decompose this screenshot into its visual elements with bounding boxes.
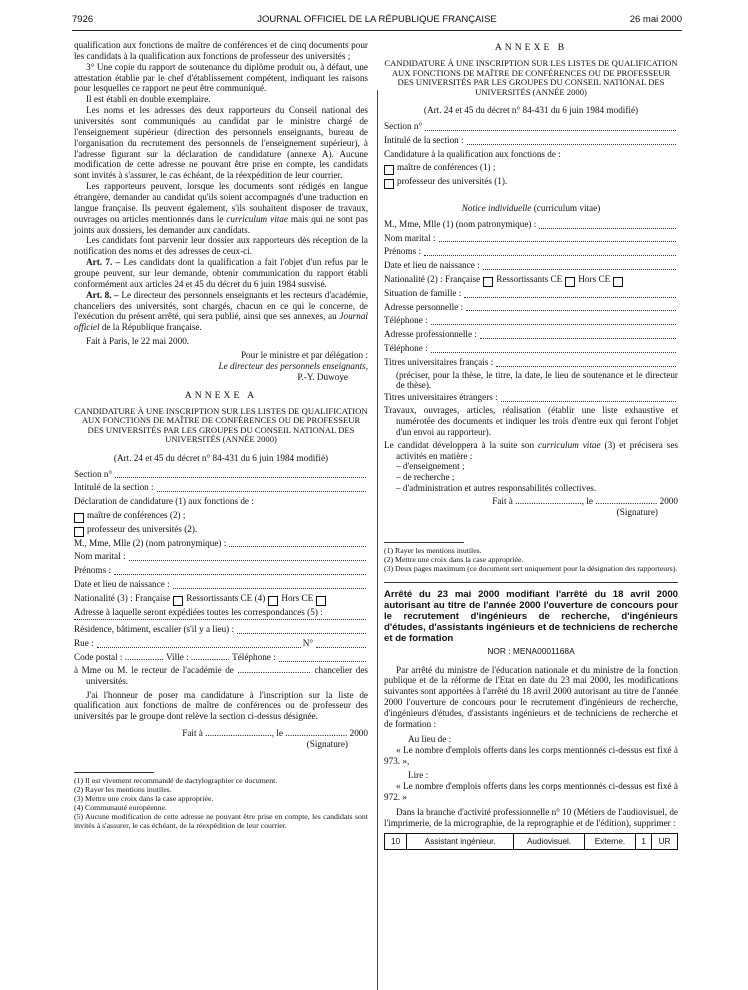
arrete-title: Arrêté du 23 mai 2000 modifiant l'arrêté du 18 avril 2000 autorisant au titre de l'année 2000 l'ouverture de concours pour le recrutement d'ingénieurs de recherche, d'ingénieurs d'études, d'assistants ingénieurs et de techniciens de recherche et de formation [384,588,678,644]
list-item: – d'enseignement ; [396,461,465,472]
signature-title: Le directeur des personnels enseignants, [218,360,368,371]
fait-a-line: Fait à ............................., le ........................... 2000 [182,728,368,739]
form-field-adresse-pro[interactable]: Adresse professionnelle : [384,328,678,342]
checkbox-icon[interactable] [384,179,394,189]
form-field-rue[interactable]: Rue : N° [74,637,368,651]
annexe-b-title: ANNEXE B [494,42,568,53]
list-item: – de recherche ; [396,472,455,483]
annexe-a-title: ANNEXE A [184,389,258,401]
checkbox-icon[interactable] [316,596,326,606]
table-cell: 10 [385,833,407,850]
paragraph: 3° Une copie du rapport de soutenance du diplôme produit ou, à défaut, une attestation établie par le chef d'établissement compétent, indiquant les raisons pour lesquelles ce rapport ne peut être communiqué. [74,61,368,94]
nor-reference: NOR : MENA0001168A [487,645,575,656]
paragraph: Par arrêté du ministre de l'éducation nationale et du ministre de la fonction publique et de la réforme de l'Etat en date du 23 mai 2000, les modifications suivantes sont apportées à l'arrêté du 18 avril 2000 autorisant au titre de l'année 2000 l'ouverture de concours pour le recrutement d'ingénieurs de recherche, d'ingénieurs d'études, d'assistants ingénieurs et de techniciens de recherche et de formation : [384,664,678,729]
checkbox-icon[interactable] [565,277,575,287]
paragraph: Il est établi en double exemplaire. [86,94,211,105]
paragraph: Lire : [408,770,429,781]
signature-line: Pour le ministre et par délégation : [240,350,368,361]
form-field-nationalite[interactable]: Nationalité (2) : Française Ressortissants CE Hors CE [384,273,678,287]
signing-place-date: Fait à Paris, le 22 mai 2000. [86,336,190,347]
paragraph: Les rapporteurs peuvent, lorsque les documents sont rédigés en langue étrangère, demander au candidat qu'ils soient accompagnés d'une traduction en langue française. Ils peuvent également, s'ils souhaitent disposer de travaux, ouvrages ou articles mentionnés dans le curriculum vitae mais qui ne sont pas joints aux dossiers, les demander aux candidats. [74,181,368,235]
quote: « Le nombre d'emplois offerts dans les corps mentionnés ci-dessus est fixé à 972. » [384,781,678,803]
checkbox-maitre-conferences[interactable]: maître de conférences (1) ; [384,161,678,175]
footnote: (1) Il est vivement recommandé de dactylographier ce document. [74,775,278,785]
checkbox-icon[interactable] [268,596,278,606]
titres-note: (préciser, pour la thèse, le titre, la date, le lieu de soutenance et le directeur de thèse). [396,369,678,391]
annexe-b-heading: CANDIDATURE À UNE INSCRIPTION SUR LES LISTES DE QUALIFICATION AUX FONCTIONS DE MAÎTRE DE CONFÉRENCES OU DE PROFESSEUR DES UNIVERSITÉS PAR LES GROUPES DU CONSEIL NATIONAL DES UNIVERSITÉS (ANNÉE 2000) [384,58,678,97]
page-number: 7926 [72,14,94,25]
paragraph: Les candidats font parvenir leur dossier aux rapporteurs dès réception de la notification des noms et des adresses de ceux-ci. [74,235,368,257]
checkbox-icon[interactable] [173,596,183,606]
signature-label: (Signature) [616,506,658,517]
form-field-naissance[interactable]: Date et lieu de naissance : [384,259,678,273]
table-cell: 1 [636,833,652,850]
paragraph: Les noms et les adresses des deux rapporteurs du Conseil national des universités sont communiqués au candidat par le ministre chargé de l'enseignement supérieur (direction des personnels enseignants, bureau de l'organisation du recrutement des personnels de l'enseignement supérieur), à l'adresse figurant sur la déclaration de candidature (annexe A). Aucune modification de cette adresse ne pouvant être prise en compte, les candidats sont invités à s'assurer, le cas échéant, de la réexpédition de leur courrier. [74,105,368,181]
footnote: (1) Rayer les mentions inutiles. [384,545,482,555]
travaux-text: Travaux, ouvrages, articles, réalisation (établir une liste exhaustive et numérotée des documents et indiquer les trois d'entre eux qui feront l'objet d'un envoi au rapporteur). [384,405,678,437]
footnote-rule [384,542,464,543]
form-field-telephone[interactable]: Téléphone : [384,314,678,328]
checkbox-icon[interactable] [74,527,84,537]
checkbox-icon[interactable] [74,513,84,523]
section-rule [384,582,678,583]
checkbox-icon[interactable] [384,165,394,175]
form-field-nom[interactable]: M., Mme, Mlle (2) (nom patronymique) : [74,537,368,551]
form-field-declaration: Déclaration de candidature (1) aux fonctions de : [74,496,254,507]
paragraph: qualification aux fonctions de maître de conférences et de cinq documents pour les candidats à la qualification aux fonctions de professeur des universités ; [74,40,368,61]
table-cell: UR [652,833,678,850]
list-item: – d'administration et autres responsabilités collectives. [396,483,597,494]
table-cell: Audiovisuel. [514,833,584,850]
checkbox-professeur[interactable]: professeur des universités (2). [74,523,368,537]
form-field-adresse: Adresse à laquelle seront expédiées toutes les correspondances (5) : [74,606,323,617]
form-field-telephone[interactable]: Téléphone : [384,342,678,356]
form-field-adresse-perso[interactable]: Adresse personnelle : [384,301,678,315]
footnote: (3) Mettre une croix dans la case appropriée. [74,793,214,803]
form-field-nom-marital[interactable]: Nom marital : [74,550,368,564]
form-field-prenoms[interactable]: Prénoms : [384,245,678,259]
table-cell: Externe. [584,833,636,850]
journal-title: JOURNAL OFFICIEL DE LA RÉPUBLIQUE FRANÇAISE [257,14,497,25]
left-column [74,40,368,831]
right-column [384,40,678,850]
article-8: Art. 8. – Le directeur des personnels enseignants et les recteurs d'académie, chanceliers des universités, sont chargés, chacun en ce qui le concerne, de l'exécution du présent arrêté, qui sera publié, ainsi que ses annexes, au Journal officiel de la République française. [74,289,368,333]
form-field-qualification: Candidature à la qualification aux fonctions de : [384,148,561,159]
footnote-rule [74,772,154,773]
decree-reference: (Art. 24 et 45 du décret n° 84-431 du 6 juin 1984 modifié) [113,452,329,463]
form-field-situation[interactable]: Situation de famille : [384,287,678,301]
footnote: (2) Rayer les mentions inutiles. [74,784,172,794]
recteur-address: à Mme ou M. le recteur de l'académie de ................................ chancelier des universités. [74,664,368,686]
decree-reference: (Art. 24 et 45 du décret n° 84-431 du 6 juin 1984 modifié) [423,105,639,116]
table-row [385,833,678,850]
form-field-naissance[interactable]: Date et lieu de naissance : [74,578,368,592]
checkbox-maitre-conferences[interactable]: maître de conférences (2) ; [74,509,368,523]
form-field-intitule[interactable]: Intitulé de la section : [384,134,678,148]
page-header [72,14,682,28]
form-field-titres[interactable]: Titres universitaires français : [384,356,678,370]
signatory: P.-Y. Duwoye [297,371,348,382]
declaration-text: J'ai l'honneur de poser ma candidature à l'inscription sur la liste de qualification aux fonctions de maître de conférences ou de professeur des universités par le groupe dont relève la section ci-dessus désignée. [74,689,368,722]
form-field-intitule[interactable]: Intitulé de la section : [74,481,368,495]
footnote: (5) Aucune modification de cette adresse ne pouvant être prise en compte, les candidats sont invités à s'assurer, le cas échéant, de la réexpédition de leur courrier. [74,811,368,830]
notice-heading: Notice individuelle (curriculum vitae) [461,202,601,213]
header-rule [72,30,682,31]
table-cell: Assistant ingénieur. [407,833,514,850]
form-field-code-postal[interactable]: Code postal : ................. Ville : ................. Téléphone : [74,651,368,665]
form-field-prenoms[interactable]: Prénoms : [74,564,368,578]
form-field-residence[interactable]: Résidence, bâtiment, escalier (s'il y a lieu) : [74,623,368,637]
article-7: Art. 7. – Les candidats dont la qualification a fait l'objet d'un refus par le groupe peuvent, sur leur demande, obtenir communication du rapport établi conformément aux articles 24 et 45 du décret du 6 juin 1984 susvisé. [74,257,369,289]
issue-date: 26 mai 2000 [629,14,682,25]
quote: « Le nombre d'emplois offerts dans les corps mentionnés ci-dessus est fixé à 973. », [384,744,678,766]
annexe-a-heading: CANDIDATURE À UNE INSCRIPTION SUR LES LISTES DE QUALIFICATION AUX FONCTIONS DE MAÎTRE DE CONFÉRENCES OU DE PROFESSEUR DES UNIVERSITÉS PAR LES GROUPES DU CONSEIL NATIONAL DES UNIVERSITÉS (ANNÉE 2000) [74,405,368,445]
signature-label: (Signature) [306,738,348,749]
checkbox-professeur[interactable]: professeur des universités (1). [384,175,678,189]
footnote: (3) Deux pages maximum (ce document sert uniquement pour la désignation des rapporteurs). [384,563,678,573]
cv-instructions: Le candidat développera à la suite son curriculum vitae (3) et précisera ses activités en matière : [384,439,679,461]
form-field-nom-marital[interactable]: Nom marital : [384,232,678,246]
form-field-nom[interactable]: M., Mme, Mlle (1) (nom patronymique) : [384,218,678,232]
checkbox-icon[interactable] [483,277,493,287]
form-field-titres-etrangers[interactable]: Titres universitaires étrangers : [384,391,678,405]
column-separator [377,90,378,990]
form-field-nationalite[interactable]: Nationalité (3) : Française Ressortissants CE (4) Hors CE [74,592,368,606]
footnote: (4) Communauté européenne. [74,802,167,812]
form-field-section[interactable]: Section n° [74,468,368,482]
form-field-section[interactable]: Section n° [384,120,678,134]
checkbox-icon[interactable] [613,277,623,287]
footnote: (2) Mettre une croix dans la case appropriée. [384,554,524,564]
suppression-table [384,833,678,851]
fait-a-line: Fait à ............................., le ........................... 2000 [492,495,678,506]
paragraph: Au lieu de : [408,733,452,744]
paragraph: Dans la branche d'activité professionnelle n° 10 (Métiers de l'audiovisuel, de l'imprimerie, de la micrographie, de la reprographie et de l'édition), supprimer : [384,806,678,828]
